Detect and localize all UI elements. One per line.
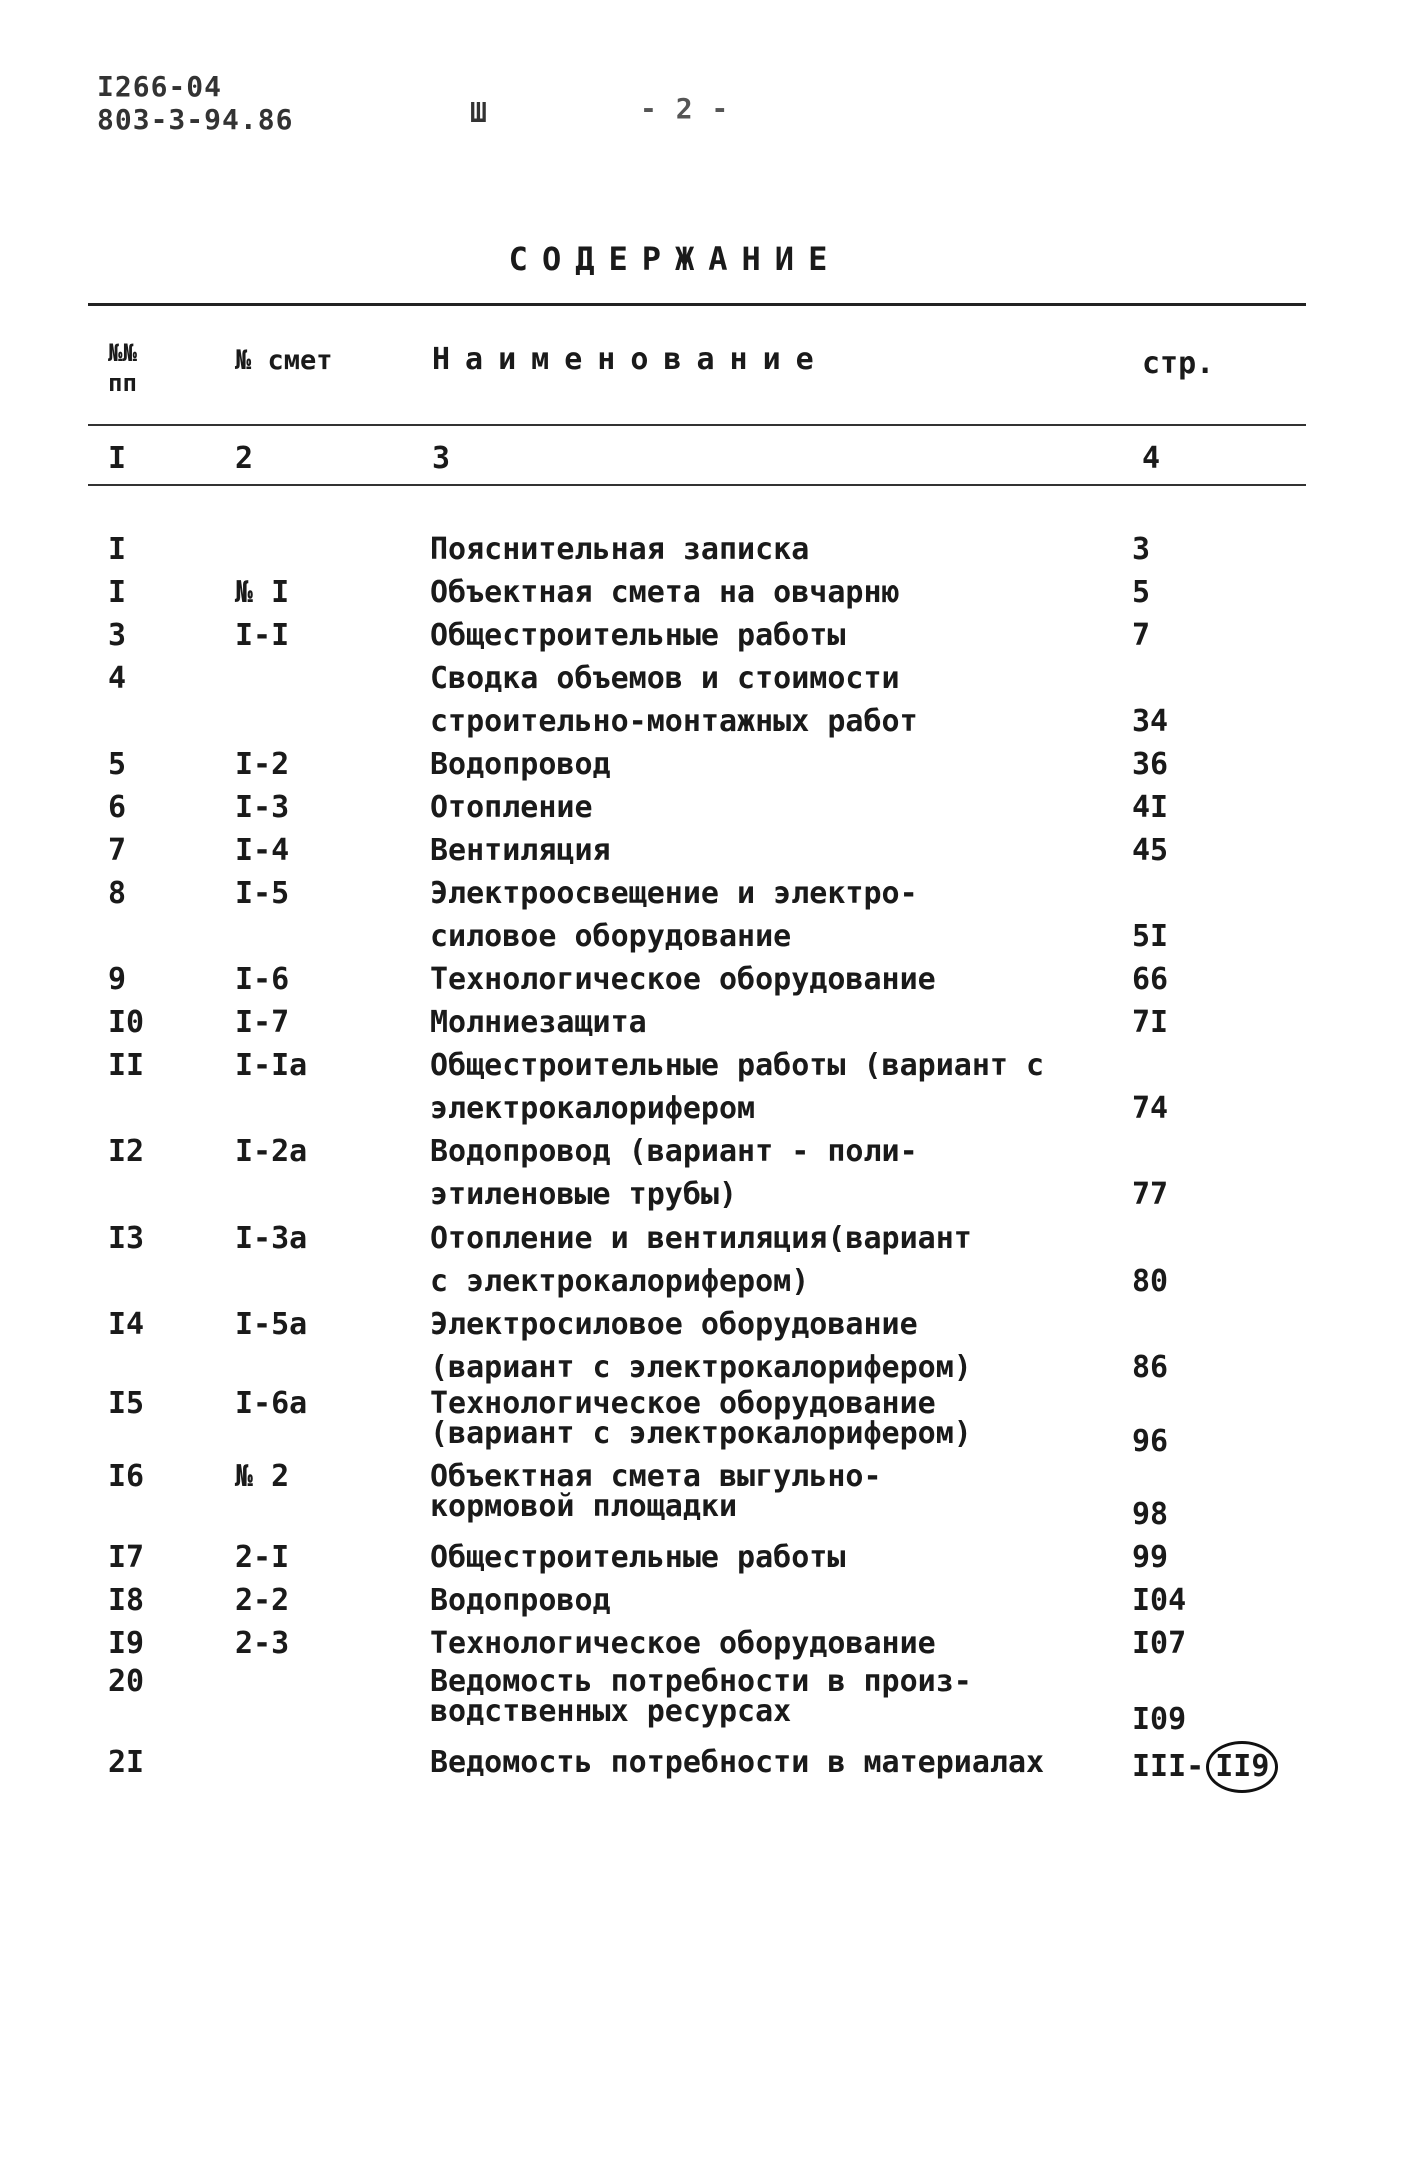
item-name: Общестроительные работы (вариант с электрокалорифером xyxy=(430,1048,1045,1126)
page-reference xyxy=(1132,1741,1278,1793)
row-number: 5 xyxy=(108,747,127,782)
item-name: Отопление xyxy=(430,790,593,825)
item-name: Водопровод xyxy=(430,747,611,782)
project-code: 803-3-94.86 xyxy=(97,103,294,136)
row-number: I4 xyxy=(108,1307,145,1342)
page-reference: 98 xyxy=(1132,1497,1169,1532)
page-reference-text: III- xyxy=(1132,1749,1205,1784)
column-number: 3 xyxy=(432,441,451,476)
page-reference: 45 xyxy=(1132,833,1169,868)
row-number: I xyxy=(108,575,127,610)
header-page: стр. xyxy=(1142,346,1215,381)
row-number: I7 xyxy=(108,1540,145,1575)
header-estimate-number: № смет xyxy=(235,345,333,376)
row-number: 6 xyxy=(108,790,127,825)
estimate-number: 2-2 xyxy=(235,1583,290,1618)
page-reference: I04 xyxy=(1132,1583,1187,1618)
page-reference: 74 xyxy=(1132,1091,1169,1126)
header-name: Наименование xyxy=(432,342,829,377)
row-number: 2I xyxy=(108,1745,145,1780)
item-name: Ведомость потребности в произ- водственных ресурсах xyxy=(430,1664,972,1729)
estimate-number: № I xyxy=(235,575,290,610)
item-name: Технологическое оборудование (вариант с электрокалорифером) xyxy=(430,1386,972,1451)
row-number: 9 xyxy=(108,962,127,997)
item-name: Пояснительная записка xyxy=(430,532,810,567)
item-name: Электросиловое оборудование (вариант с электрокалорифером) xyxy=(430,1307,972,1385)
page-reference: 7 xyxy=(1132,618,1151,653)
estimate-number: I-4 xyxy=(235,833,290,868)
row-number: 3 xyxy=(108,618,127,653)
page-reference: 4I xyxy=(1132,790,1169,825)
page-reference: 3 xyxy=(1132,532,1151,567)
estimate-number: I-6 xyxy=(235,962,290,997)
item-name: Отопление и вентиляция(вариант с электрокалорифером) xyxy=(430,1221,972,1299)
estimate-number: I-5а xyxy=(235,1307,308,1342)
column-number: I xyxy=(108,441,127,476)
page-reference: 34 xyxy=(1132,704,1169,739)
estimate-number: I-3а xyxy=(235,1221,308,1256)
item-name: Общестроительные работы xyxy=(430,1540,846,1575)
column-number: 4 xyxy=(1142,441,1161,476)
document-code: I266-04 xyxy=(97,70,223,103)
item-name: Сводка объемов и стоимости строительно-монтажных работ xyxy=(430,661,918,739)
estimate-number: I-7 xyxy=(235,1005,290,1040)
row-number: I2 xyxy=(108,1134,145,1169)
page-reference: 80 xyxy=(1132,1264,1169,1299)
column-number-divider xyxy=(88,484,1306,486)
item-name: Общестроительные работы xyxy=(430,618,846,653)
item-name: Объектная смета на овчарню xyxy=(430,575,900,610)
estimate-number: № 2 xyxy=(235,1459,290,1494)
item-name: Ведомость потребности в материалах xyxy=(430,1745,1045,1780)
header-divider xyxy=(88,424,1306,426)
item-name: Электроосвещение и электро- силовое оборудование xyxy=(430,876,918,954)
item-name: Водопровод xyxy=(430,1583,611,1618)
item-name: Вентиляция xyxy=(430,833,611,868)
page-reference: 36 xyxy=(1132,747,1169,782)
header-row-number: №№ пп xyxy=(108,339,137,397)
row-number: I0 xyxy=(108,1005,145,1040)
page-reference: 96 xyxy=(1132,1424,1169,1459)
page-title: СОДЕРЖАНИЕ xyxy=(508,240,842,278)
item-name: Технологическое оборудование xyxy=(430,962,936,997)
item-name: Объектная смета выгульно- кормовой площадки xyxy=(430,1459,882,1524)
page-reference: I07 xyxy=(1132,1626,1187,1661)
row-number: I5 xyxy=(108,1386,145,1421)
row-number: I9 xyxy=(108,1626,145,1661)
page-number: - 2 - xyxy=(640,92,730,125)
estimate-number: I-5 xyxy=(235,876,290,911)
page-reference: I09 xyxy=(1132,1702,1187,1737)
item-name: Технологическое оборудование xyxy=(430,1626,936,1661)
row-number: 7 xyxy=(108,833,127,868)
page-reference: 5 xyxy=(1132,575,1151,610)
page-reference: 86 xyxy=(1132,1350,1169,1385)
page-reference: 5I xyxy=(1132,919,1169,954)
page-reference: 99 xyxy=(1132,1540,1169,1575)
page-reference: 77 xyxy=(1132,1177,1169,1212)
row-number: I8 xyxy=(108,1583,145,1618)
estimate-number: 2-I xyxy=(235,1540,290,1575)
item-name: Молниезащита xyxy=(430,1005,647,1040)
page-reference: 7I xyxy=(1132,1005,1169,1040)
estimate-number: I-2а xyxy=(235,1134,308,1169)
estimate-number: I-Iа xyxy=(235,1048,308,1083)
row-number: 4 xyxy=(108,661,127,696)
row-number: I xyxy=(108,532,127,567)
estimate-number: I-2 xyxy=(235,747,290,782)
estimate-number: I-6а xyxy=(235,1386,308,1421)
page-reference: 66 xyxy=(1132,962,1169,997)
row-number: II xyxy=(108,1048,145,1083)
estimate-number: 2-3 xyxy=(235,1626,290,1661)
row-number: 20 xyxy=(108,1664,145,1699)
section-mark: Ш xyxy=(470,96,488,129)
estimate-number: I-3 xyxy=(235,790,290,825)
table-top-rule xyxy=(88,303,1306,306)
row-number: I6 xyxy=(108,1459,145,1494)
row-number: 8 xyxy=(108,876,127,911)
item-name: Водопровод (вариант - поли- этиленовые трубы) xyxy=(430,1134,918,1212)
circled-page-number: II9 xyxy=(1206,1741,1278,1793)
estimate-number: I-I xyxy=(235,618,290,653)
row-number: I3 xyxy=(108,1221,145,1256)
column-number: 2 xyxy=(235,441,254,476)
